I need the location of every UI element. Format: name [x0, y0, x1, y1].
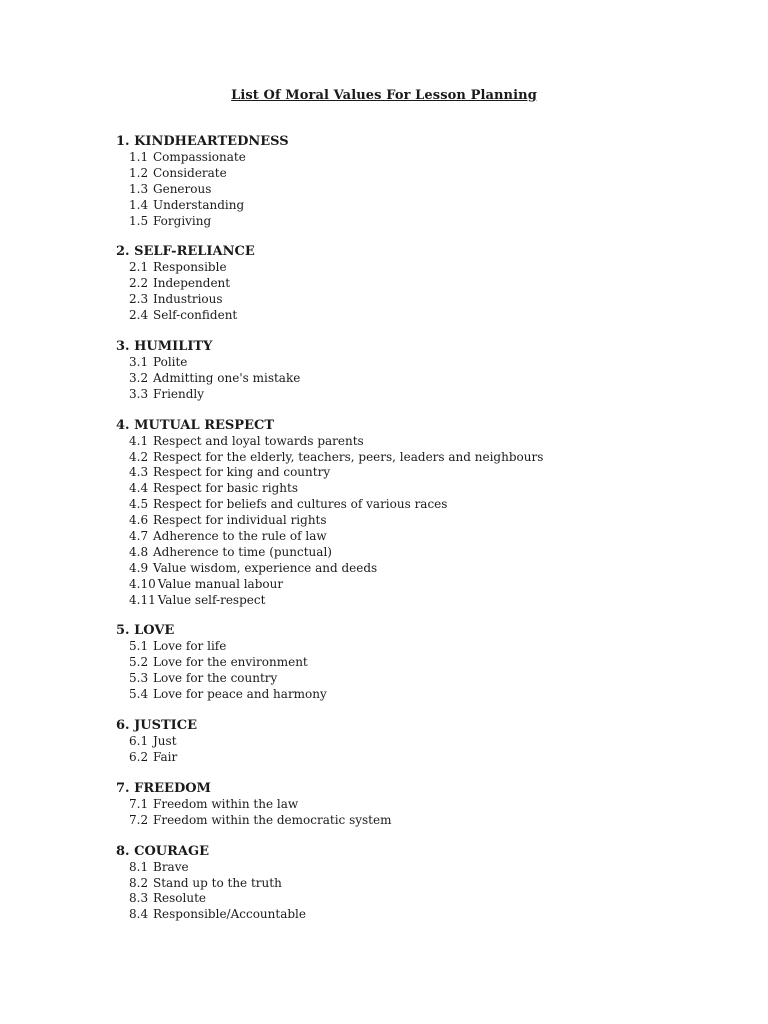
item-text: Resolute: [153, 891, 207, 906]
item-number: 5.2: [129, 655, 149, 670]
item-number: 3.3: [129, 386, 149, 401]
section-mutual-respect: [116, 418, 716, 609]
section-love: [116, 623, 716, 703]
item-number: 3.1: [129, 355, 149, 370]
list-item: [116, 166, 716, 182]
section-freedom: [116, 781, 716, 829]
section-humility: [116, 339, 716, 403]
item-number: 2.2: [129, 276, 149, 291]
item-number: 8.4: [129, 907, 149, 922]
list-item: [116, 750, 716, 766]
list-item: [116, 198, 716, 214]
item-number: 2.1: [129, 260, 149, 275]
section-heading: 4. MUTUAL RESPECT: [116, 417, 274, 433]
list-item: [116, 529, 716, 545]
section-heading: 8. COURAGE: [116, 843, 210, 859]
document-title: List Of Moral Values For Lesson Planning: [231, 88, 537, 103]
list-item: [116, 497, 716, 513]
item-text: Respect and loyal towards parents: [153, 433, 364, 448]
item-number: 6.2: [129, 749, 149, 764]
section-heading: 5. LOVE: [116, 623, 175, 639]
section-heading: 3. HUMILITY: [116, 339, 213, 355]
item-text: Stand up to the truth: [153, 875, 282, 890]
item-number: 6.1: [129, 734, 149, 749]
item-number: 4.11: [129, 592, 156, 607]
section-heading: 6. JUSTICE: [116, 718, 197, 734]
section-heading: 7. FREEDOM: [116, 780, 211, 796]
list-item: [116, 561, 716, 577]
list-item: [116, 513, 716, 529]
list-item: [116, 292, 716, 308]
list-item: [116, 450, 716, 466]
item-text: Industrious: [153, 292, 223, 307]
moral-values-list: [116, 134, 716, 938]
item-number: 8.3: [129, 891, 149, 906]
list-item: [116, 797, 716, 813]
section-courage: [116, 844, 716, 924]
item-text: Love for peace and harmony: [153, 687, 327, 702]
item-text: Love for the country: [153, 671, 278, 686]
item-text: Adherence to the rule of law: [153, 529, 327, 544]
item-number: 4.10: [129, 576, 156, 591]
item-number: 4.7: [129, 529, 149, 544]
list-item: [116, 465, 716, 481]
list-item: [116, 481, 716, 497]
item-text: Friendly: [153, 386, 205, 401]
item-number: 4.8: [129, 544, 149, 559]
item-number: 4.4: [129, 481, 149, 496]
item-number: 1.5: [129, 213, 149, 228]
item-number: 5.4: [129, 687, 149, 702]
section-heading: 2. SELF-RELIANCE: [116, 244, 255, 260]
list-item: [116, 387, 716, 403]
item-text: Responsible/Accountable: [153, 907, 306, 922]
section-heading: 1. KINDHEARTEDNESS: [116, 134, 289, 149]
item-text: Value manual labour: [157, 576, 284, 591]
item-text: Respect for basic rights: [153, 481, 298, 496]
item-text: Understanding: [153, 197, 245, 212]
list-item: [116, 813, 716, 829]
item-text: Compassionate: [153, 150, 246, 164]
item-number: 4.1: [129, 433, 149, 448]
item-number: 3.2: [129, 370, 149, 385]
item-number: 4.5: [129, 497, 149, 512]
list-item: [116, 260, 716, 276]
item-text: Admitting one's mistake: [153, 370, 301, 385]
item-number: 8.2: [129, 875, 149, 890]
item-text: Respect for individual rights: [153, 513, 327, 528]
item-text: Self-confident: [153, 308, 238, 323]
item-text: Love for life: [153, 639, 227, 654]
section-kindheartedness: [116, 134, 716, 229]
item-number: 2.3: [129, 292, 149, 307]
section-justice: [116, 718, 716, 766]
item-number: 5.3: [129, 671, 149, 686]
item-text: Love for the environment: [153, 655, 308, 670]
section-self-reliance: [116, 244, 716, 324]
list-item: [116, 355, 716, 371]
item-text: Freedom within the democratic system: [153, 812, 392, 827]
item-text: Value self-respect: [157, 592, 266, 607]
list-item: [116, 434, 716, 450]
item-text: Brave: [153, 859, 189, 874]
item-text: Respect for beliefs and cultures of various races: [153, 497, 448, 512]
list-item: [116, 876, 716, 892]
list-item: [116, 545, 716, 561]
item-text: Considerate: [153, 165, 227, 180]
item-text: Just: [153, 734, 177, 749]
list-item: [116, 907, 716, 923]
item-number: 2.4: [129, 308, 149, 323]
item-number: 1.2: [129, 165, 149, 180]
item-text: Respect for the elderly, teachers, peers, leaders and neighbours: [153, 449, 544, 464]
item-text: Polite: [153, 355, 188, 370]
item-number: 5.1: [129, 639, 149, 654]
list-item: [116, 371, 716, 387]
list-item: [116, 308, 716, 324]
item-text: Fair: [153, 749, 178, 764]
item-text: Freedom within the law: [153, 796, 299, 811]
list-item: [116, 891, 716, 907]
item-text: Forgiving: [153, 213, 212, 228]
list-item: [116, 860, 716, 876]
list-item: [116, 671, 716, 687]
list-item: [116, 655, 716, 671]
list-item: [116, 276, 716, 292]
item-text: Respect for king and country: [153, 465, 331, 480]
list-item: [116, 150, 716, 166]
item-text: Generous: [153, 181, 212, 196]
list-item: [116, 639, 716, 655]
item-number: 4.9: [129, 560, 149, 575]
item-text: Responsible: [153, 260, 227, 275]
item-number: 8.1: [129, 859, 149, 874]
list-item: [116, 593, 716, 609]
item-text: Independent: [153, 276, 231, 291]
item-text: Value wisdom, experience and deeds: [153, 560, 378, 575]
list-item: [116, 182, 716, 198]
list-item: [116, 687, 716, 703]
item-number: 4.3: [129, 465, 149, 480]
item-text: Adherence to time (punctual): [153, 544, 332, 559]
item-number: 1.4: [129, 197, 149, 212]
list-item: [116, 214, 716, 230]
list-item: [116, 734, 716, 750]
item-number: 7.1: [129, 796, 149, 811]
item-number: 1.1: [129, 150, 149, 164]
item-number: 4.2: [129, 449, 149, 464]
item-number: 7.2: [129, 812, 149, 827]
item-number: 1.3: [129, 181, 149, 196]
list-item: [116, 577, 716, 593]
item-number: 4.6: [129, 513, 149, 528]
